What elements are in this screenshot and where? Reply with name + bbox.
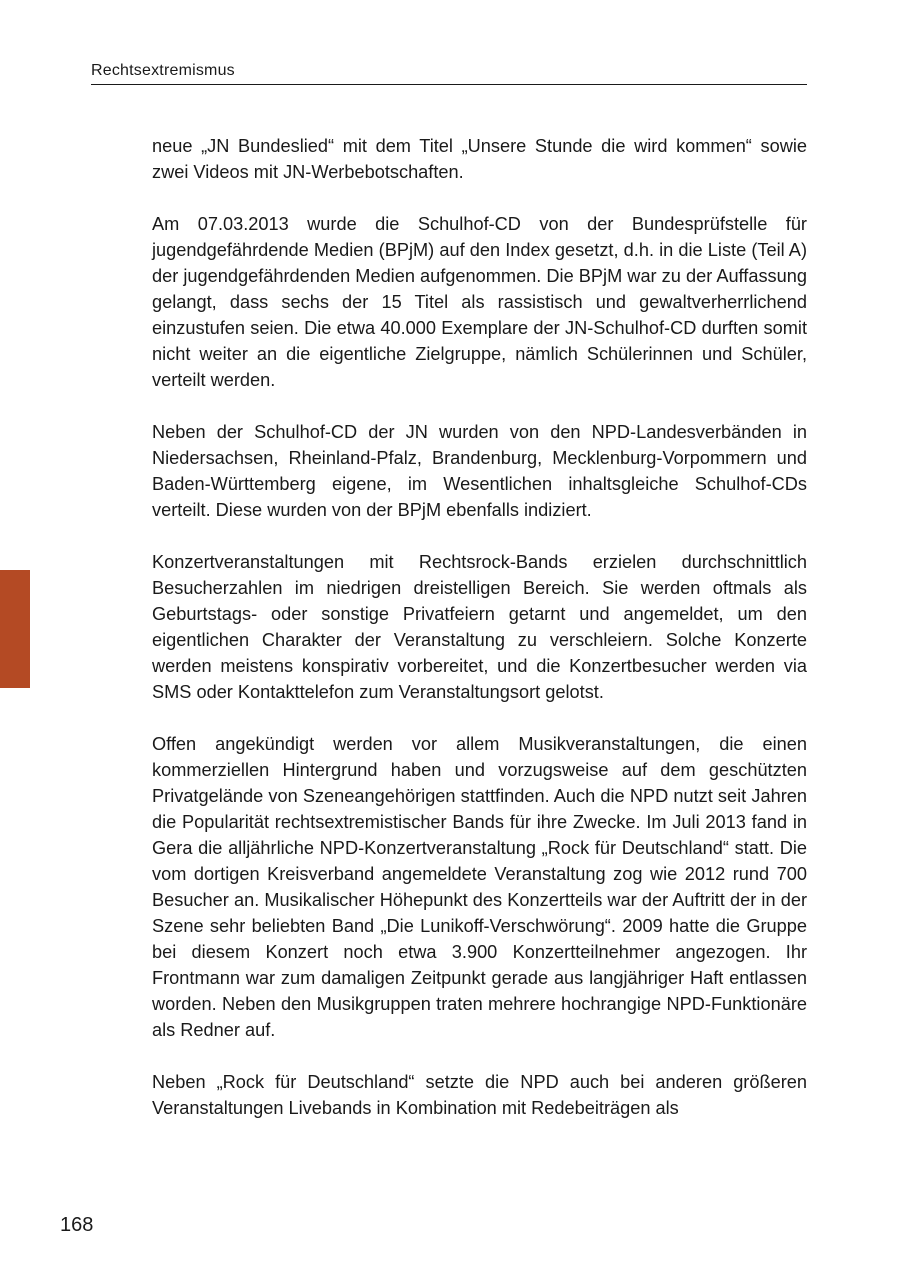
paragraph: neue „JN Bundeslied“ mit dem Titel „Unsere Stunde die wird kommen“ sowie zwei Videos mit JN-Werbebotschaften. — [152, 136, 807, 182]
body-text — [152, 133, 807, 1147]
running-header — [91, 61, 807, 85]
page-number: 168 — [60, 1214, 94, 1236]
paragraph: Konzertveranstaltungen mit Rechtsrock-Bands erzielen durchschnittlich Besucherzahlen im niedrigen dreistelligen Bereich. Sie werden oftmals als Geburtstags- oder sonstige Privatfeiern getarnt und angemeldet, um den eigentlichen Charakter der Veranstaltung zu verschleiern. Solche Konzerte werden meistens konspirativ vorbereitet, und die Konzertbesucher werden via SMS oder Kontakttelefon zum Veranstaltungsort gelotst. — [152, 552, 807, 702]
running-title: Rechtsextremismus — [91, 62, 235, 79]
paragraph: Neben „Rock für Deutschland“ setzte die NPD auch bei anderen größeren Veranstaltungen Livebands in Kombination mit Redebeiträgen als — [152, 1072, 807, 1118]
chapter-tab-marker — [0, 570, 30, 688]
paragraph: Am 07.03.2013 wurde die Schulhof-CD von der Bundesprüfstelle für jugendgefährdende Medien (BPjM) auf den Index gesetzt, d.h. in die Liste (Teil A) der jugendgefährdenden Medien aufgenommen. Die BPjM war zu der Auffassung gelangt, dass sechs der 15 Titel als rassistisch und gewaltverherrlichend einzustufen seien. Die etwa 40.000 Exemplare der JN-Schulhof-CD durften somit nicht weiter an die eigentliche Zielgruppe, nämlich Schülerinnen und Schüler, verteilt werden. — [152, 214, 807, 390]
paragraph: Neben der Schulhof-CD der JN wurden von den NPD-Landesverbänden in Niedersachsen, Rheinland-Pfalz, Brandenburg, Mecklenburg-Vorpommern und Baden-Württemberg eigene, im Wesentlichen inhaltsgleiche Schulhof-CDs verteilt. Diese wurden von der BPjM ebenfalls indiziert. — [152, 422, 807, 520]
paragraph: Offen angekündigt werden vor allem Musikveranstaltungen, die einen kommerziellen Hintergrund haben und vorzugsweise auf dem geschützten Privatgelände von Szeneangehörigen stattfinden. Auch die NPD nutzt seit Jahren die Popularität rechtsextremistischer Bands für ihre Zwecke. Im Juli 2013 fand in Gera die alljährliche NPD-Konzertveranstaltung „Rock für Deutschland“ statt. Die vom dortigen Kreisverband angemeldete Veranstaltung zog wie 2012 rund 700 Besucher an. Musikalischer Höhepunkt des Konzertteils war der Auftritt der in der Szene sehr beliebten Band „Die Lunikoff-Verschwörung“. 2009 hatte die Gruppe bei diesem Konzert noch etwa 3.900 Konzertteilnehmer angezogen. Ihr Frontmann war zum damaligen Zeitpunkt gerade aus langjähriger Haft entlassen worden. Neben den Musikgruppen traten mehrere hochrangige NPD-Funktionäre als Redner auf. — [152, 734, 807, 1040]
